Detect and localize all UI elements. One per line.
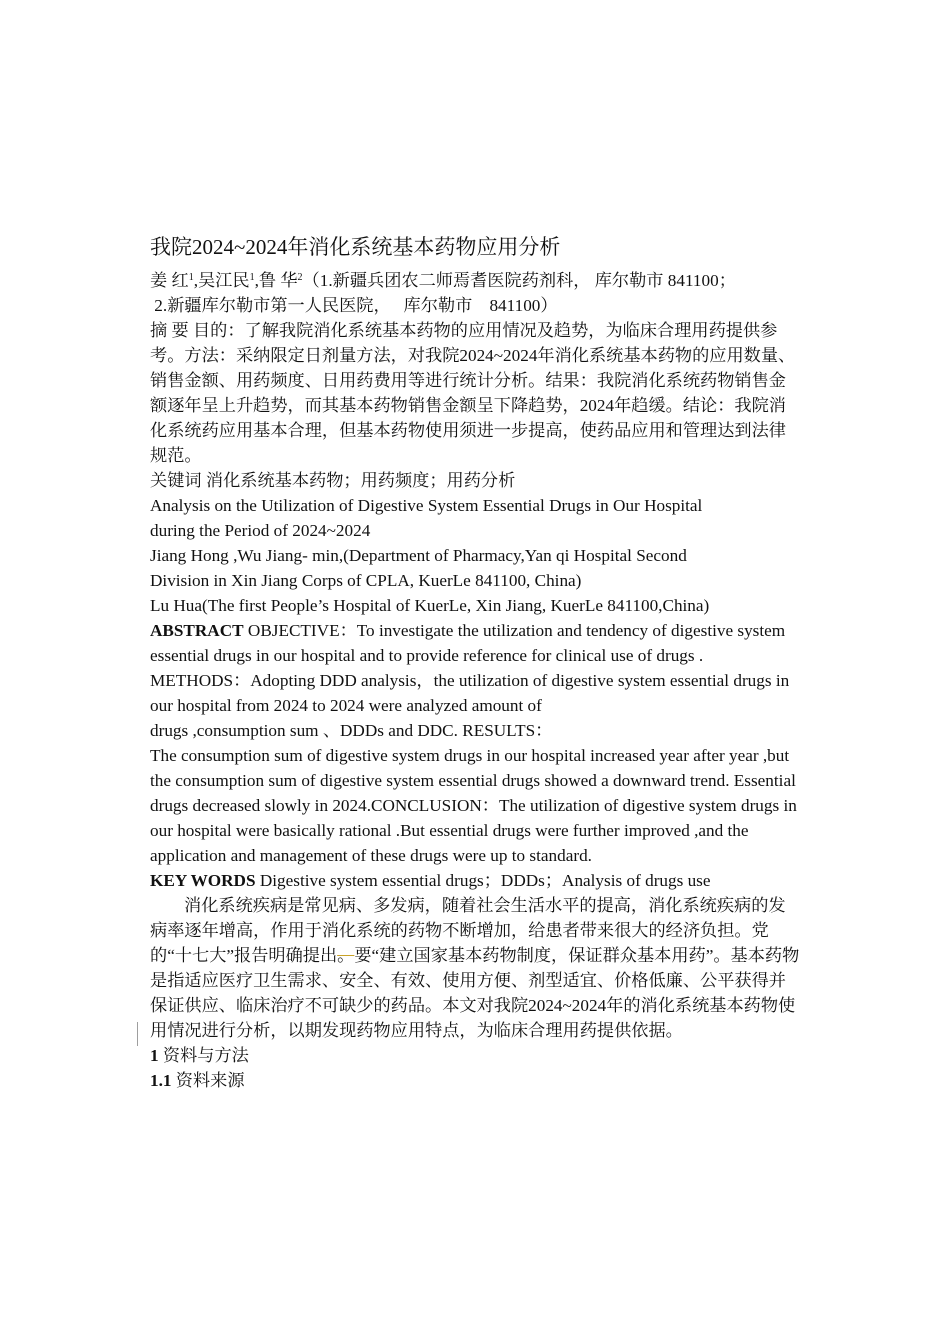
keywords-cn-text: 消化系统基本药物；用药频度；用药分析 (201, 471, 516, 490)
section-heading (150, 1043, 802, 1068)
subsection-heading (150, 1068, 802, 1093)
english-title-cont: during the Period of 2024~2024 (150, 521, 371, 540)
abstract-cn-label: 摘 要 (150, 321, 189, 340)
abstract-en-label: ABSTRACT (150, 621, 244, 640)
affiliation-2: 2.新疆库尔勒市第一人民医院， 库尔勒市 841100） (150, 296, 558, 315)
author-name: ,鲁 华 (254, 271, 298, 290)
affiliation-mark: 2 (297, 272, 303, 283)
body-text-cont: 要“建立国家基本药物制度，保证群众基本用药”。基本药物是指适应医疗卫生需求、安全、有效、使用方便、剂型适宜、价格低廉、公平获得并保证供应、临床治疗不可缺少的药品。本文对我院2024~2024年的消化系统基本药物使用情况进行分析，以期发现药物应用特点，为临床合理用药提供依据。 (150, 946, 800, 1040)
body-text: 消化系统疾病是常见病、多发病，随着社会生活水平的提高，消化系统疾病的发病率逐年增高，作用于消化系统的药物不断增加，给患者带来很大的经济负担。党的“十七大”报告明确提出 (150, 896, 786, 965)
affiliation-mark: 1 (188, 272, 194, 283)
keywords-en-text: Digestive system essential drugs；DDDs；Analysis of drugs use (255, 871, 711, 890)
author-name: 姜 红 (150, 271, 189, 290)
keywords-cn-label: 关键词 (150, 471, 202, 490)
section-number: 1 (150, 1046, 159, 1065)
document-body (150, 232, 802, 1093)
deleted-text: 。 (337, 946, 355, 965)
english-authors: Jiang Hong ,Wu Jiang- min,(Department of Pharmacy,Yan qi Hospital Second (150, 546, 687, 565)
abstract-en (150, 618, 802, 643)
english-authors-cont: Division in Xin Jiang Corps of CPLA, KuerLe 841100, China) (150, 571, 582, 590)
abstract-cn (150, 318, 802, 468)
abstract-en-line3: drugs ,consumption sum 、DDDs and DDC. RESULTS： (150, 721, 553, 740)
keywords-cn (150, 468, 802, 493)
subsection-title: 资料来源 (171, 1071, 245, 1090)
revision-bar (137, 1022, 138, 1046)
english-authors-2: Lu Hua(The first People’s Hospital of KuerLe, Xin Jiang, KuerLe 841100,China) (150, 596, 710, 615)
affiliation-1: （1.新疆兵团农二师焉耆医院药剂科， 库尔勒市 841100； (302, 271, 736, 290)
abstract-en-line4: The consumption sum of digestive system drugs in our hospital increased year after year ,but the consumption sum of digestive system essential drugs showed a downward trend. Essential drugs decreased slowly in 2024.CONCLUSION：The utilization of digestive system drugs in our hospital were basically rational .But essential drugs were further improved ,and the application and management of these drugs were up to standard. (150, 746, 797, 865)
page-title: 我院2024~2024年消化系统基本药物应用分析 (150, 235, 561, 259)
subsection-number: 1.1 (150, 1071, 172, 1090)
english-title: Analysis on the Utilization of Digestive System Essential Drugs in Our Hospital (150, 496, 703, 515)
body-paragraph (150, 893, 802, 1043)
keywords-en-label: KEY WORDS (150, 871, 256, 890)
abstract-cn-text: 目的：了解我院消化系统基本药物的应用情况及趋势，为临床合理用药提供参考。方法：采纳限定日剂量方法，对我院2024~2024年消化系统基本药物的应用数量、销售金额、用药频度、日用药费用等进行统计分析。结果：我院消化系统药物销售金额逐年呈上升趋势，而其基本药物销售金额呈下降趋势，2024年趋缓。结论：我院消化系统药应用基本合理，但基本药物使用须进一步提高，使药品应用和管理达到法律规范。 (150, 321, 796, 465)
author-name: ,吴江民 (193, 271, 250, 290)
abstract-en-line2: essential drugs in our hospital and to provide reference for clinical use of drugs . METHODS：Adopting DDD analysis，the utilization of digestive system essential drugs in our hospital from 2024 to 2024 were analyzed amount of (150, 646, 790, 715)
section-title: 资料与方法 (158, 1046, 249, 1065)
author-line (150, 268, 802, 293)
keywords-en (150, 868, 802, 893)
abstract-en-line1: OBJECTIVE：To investigate the utilization and tendency of digestive system (243, 621, 786, 640)
affiliation-mark: 1 (249, 272, 255, 283)
